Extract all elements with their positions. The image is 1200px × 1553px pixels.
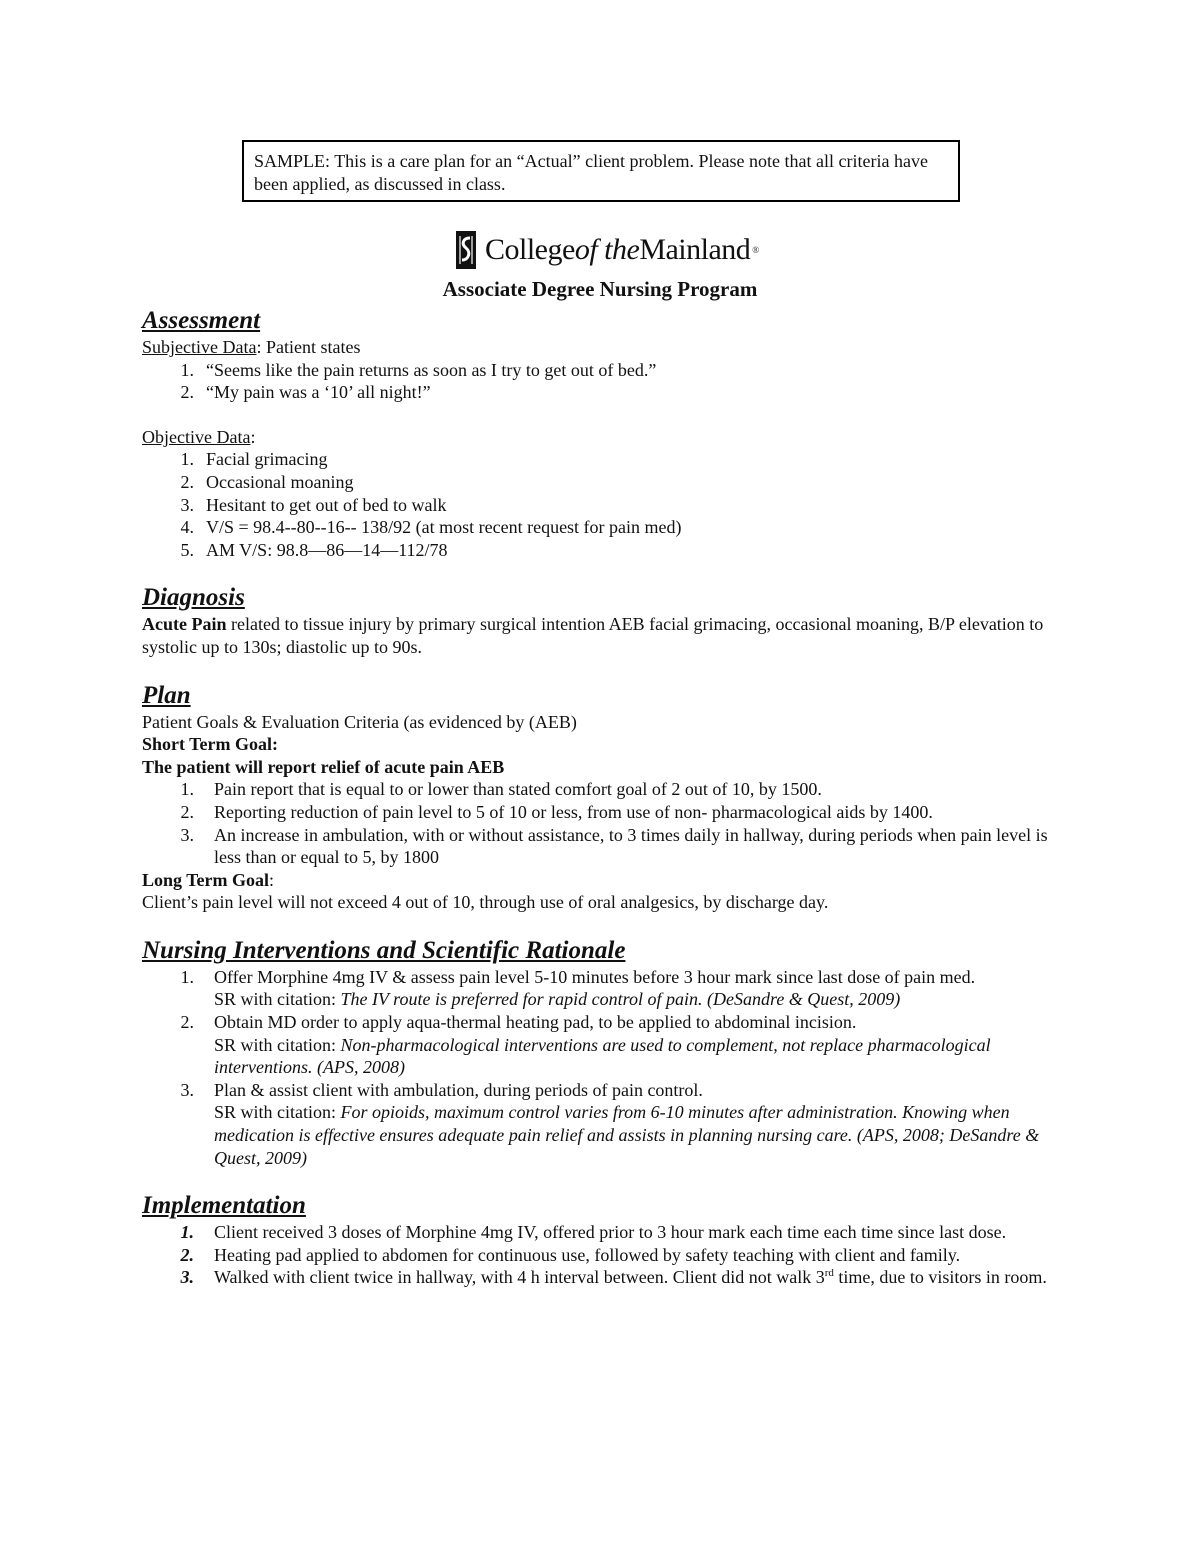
objective-list	[142, 448, 1062, 561]
diagnosis-heading: Diagnosis	[142, 584, 245, 612]
short-term-goal-list	[142, 778, 1062, 868]
short-term-goal-label: Short Term Goal:	[142, 734, 279, 755]
list-item: 1. Facial grimacing	[180, 449, 328, 470]
sample-note-text: SAMPLE: This is a care plan for an “Actual” client problem. Please note that all criteria have been applied, as discussed in class.	[254, 151, 928, 194]
college-shield-icon	[455, 230, 477, 270]
goals-line: Patient Goals & Evaluation Criteria (as evidenced by (AEB)	[142, 711, 577, 732]
implementation-heading: Implementation	[142, 1192, 306, 1220]
long-term-goal-label: Long Term Goal:	[142, 869, 275, 890]
list-item: 1. Offer Morphine 4mg IV & assess pain level 5-10 minutes before 3 hour mark since last dose of pain med. SR with citation: The IV route is preferred for rapid control of pain. (DeSandre & Quest, 2009)	[180, 966, 976, 1010]
diagnosis-text: Acute Pain related to tissue injury by primary surgical intention AEB facial grimacing, occasional moaning, B/P elevation to systolic up to 130s; diastolic up to 90s.	[142, 614, 1044, 657]
college-logo	[455, 228, 759, 272]
short-term-goal-statement: The patient will report relief of acute pain AEB	[142, 756, 505, 777]
list-item: 3. Plan & assist client with ambulation, during periods of pain control. SR with citation: For opioids, maximum control varies from 6-10 minutes after administration. Knowing when medication is effective ensures adequate pain relief and assists in planning nursing care. (APS, 2008; DeSandre & Quest, 2009)	[180, 1079, 1040, 1168]
list-item: 1. Pain report that is equal to or lower than stated comfort goal of 2 out of 10, by 1500.	[180, 779, 822, 800]
list-item: 1. “Seems like the pain returns as soon as I try to get out of bed.”	[180, 359, 657, 380]
interventions-list	[142, 966, 1062, 1169]
subjective-data-line: Subjective Data: Patient states	[142, 337, 361, 357]
list-item: 1. Client received 3 doses of Morphine 4mg IV, offered prior to 3 hour mark each time each time since last dose.	[180, 1222, 1007, 1243]
list-item: 2. Reporting reduction of pain level to 5 of 10 or less, from use of non- pharmacological aids by 1400.	[180, 801, 933, 822]
list-item: 3. An increase in ambulation, with or without assistance, to 3 times daily in hallway, during periods when pain level is less than or equal to 5, by 1800	[180, 824, 1048, 868]
college-name: Collegeof theMainland ®	[485, 232, 759, 266]
interventions-heading: Nursing Interventions and Scientific Rationale	[142, 936, 626, 964]
list-item: 4. V/S = 98.4--80--16-- 138/92 (at most recent request for pain med)	[180, 517, 682, 538]
care-plan-content	[142, 306, 1062, 1289]
list-item: 2. “My pain was a ‘10’ all night!”	[180, 382, 431, 403]
list-item: 2. Occasional moaning	[180, 471, 354, 492]
list-item: 3. Hesitant to get out of bed to walk	[180, 494, 447, 515]
program-title: Associate Degree Nursing Program	[442, 277, 758, 301]
list-item: 2. Heating pad applied to abdomen for continuous use, followed by safety teaching with client and family.	[180, 1244, 961, 1265]
assessment-heading: Assessment	[142, 307, 261, 334]
subjective-list	[142, 359, 1062, 404]
long-term-goal-text: Client’s pain level will not exceed 4 out of 10, through use of oral analgesics, by discharge day.	[142, 892, 829, 913]
list-item: 3. Walked with client twice in hallway, with 4 h interval between. Client did not walk 3rd time, due to visitors in room.	[180, 1267, 1047, 1288]
list-item: 2. Obtain MD order to apply aqua-thermal heating pad, to be applied to abdominal incision. SR with citation: Non-pharmacological interventions are used to complement, not replace pharmacological interventions. (APS, 2008)	[180, 1012, 991, 1078]
plan-heading: Plan	[142, 681, 191, 709]
sample-note-box	[242, 140, 960, 202]
objective-data-line: Objective Data:	[142, 426, 256, 447]
list-item: 5. AM V/S: 98.8—86—14—112/78	[180, 539, 448, 560]
implementation-list	[142, 1221, 1062, 1289]
